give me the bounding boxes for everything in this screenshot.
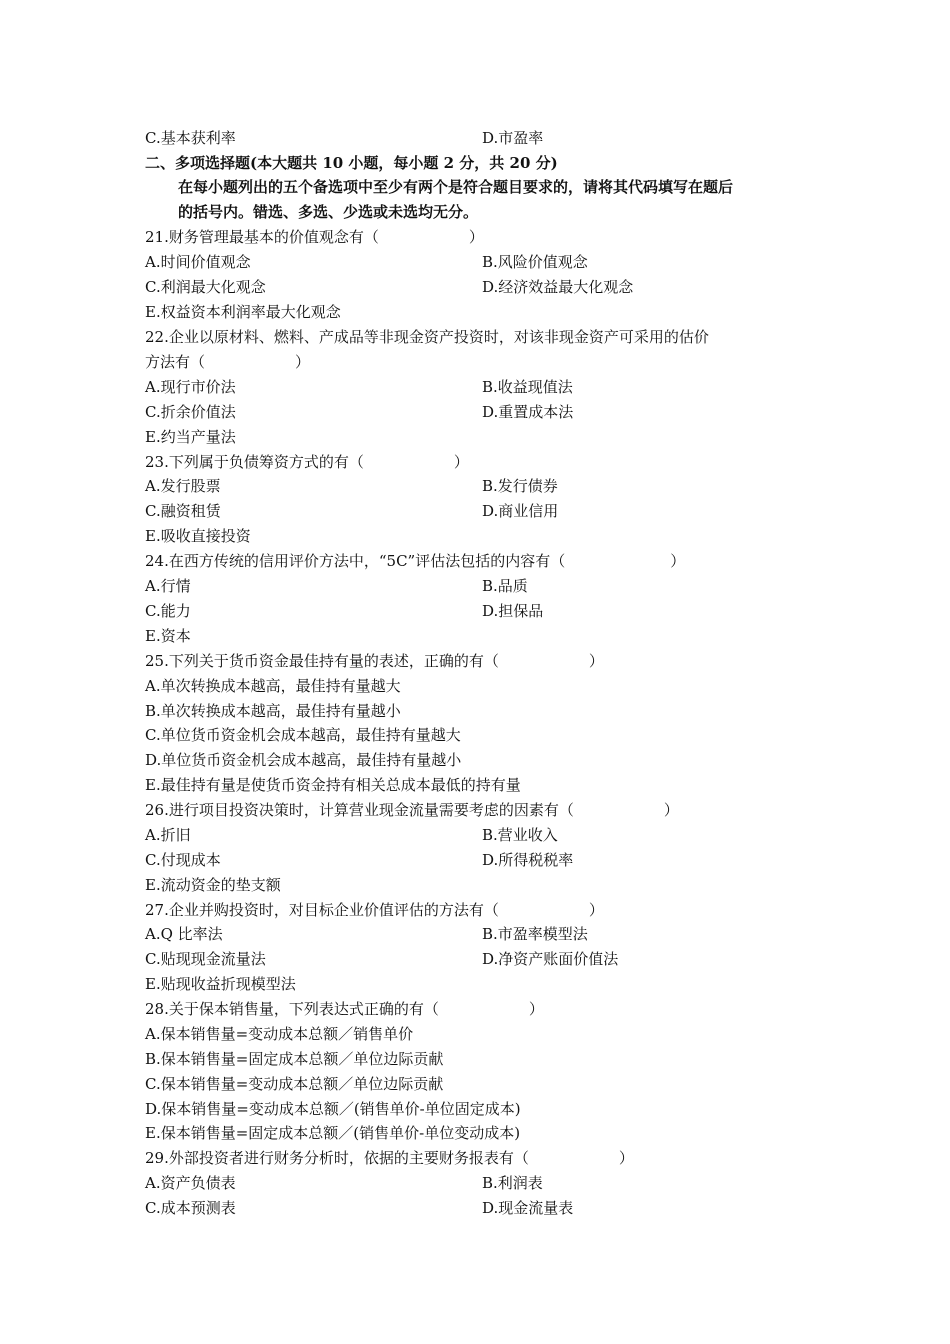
text-line: 28.关于保本销售量，下列表达式正确的有（ ） (145, 1000, 544, 1018)
option-right: D.净资产账面价值法 (482, 950, 619, 968)
text-line: D.单位货币资金机会成本越高，最佳持有量越小 (145, 751, 462, 769)
text-line: 24.在西方传统的信用评价方法中，“5C”评估法包括的内容有（ ） (145, 552, 686, 570)
text-line: A.时间价值观念 (145, 253, 251, 271)
text-line: C.折余价值法 (145, 403, 236, 421)
text-line: A.现行市价法 (145, 378, 236, 396)
text-line: 在每小题列出的五个备选项中至少有两个是符合题目要求的，请将其代码填写在题后 (178, 178, 734, 196)
text-line: E.吸收直接投资 (145, 527, 251, 545)
text-line: B.保本销售量=固定成本总额／单位边际贡献 (145, 1050, 444, 1068)
text-line: 22.企业以原材料、燃料、产成品等非现金资产投资时，对该非现金资产可采用的估价 (145, 328, 709, 346)
text-line: 的括号内。错选、多选、少选或未选均无分。 (178, 203, 479, 221)
text-line: A.行情 (145, 577, 191, 595)
text-line: C.成本预测表 (145, 1199, 236, 1217)
text-line: E.流动资金的垫支额 (145, 876, 281, 894)
text-line: E.最佳持有量是使货币资金持有相关总成本最低的持有量 (145, 776, 521, 794)
text-line: C.基本获利率 (145, 129, 236, 147)
text-line: C.能力 (145, 602, 191, 620)
text-line: B.单次转换成本越高，最佳持有量越小 (145, 702, 401, 720)
text-line: C.保本销售量=变动成本总额／单位边际贡献 (145, 1075, 444, 1093)
option-right: D.商业信用 (482, 502, 559, 520)
text-line: 23.下列属于负债筹资方式的有（ ） (145, 453, 469, 471)
text-line: D.保本销售量=变动成本总额／(销售单价-单位固定成本) (145, 1100, 521, 1118)
text-line: A.折旧 (145, 826, 191, 844)
text-line: E.约当产量法 (145, 428, 236, 446)
option-right: B.收益现值法 (482, 378, 573, 396)
text-line: C.付现成本 (145, 851, 221, 869)
option-right: B.营业收入 (482, 826, 558, 844)
text-line: A.保本销售量=变动成本总额／销售单价 (145, 1025, 414, 1043)
text-line: 29.外部投资者进行财务分析时，依据的主要财务报表有（ ） (145, 1149, 634, 1167)
text-line: C.利润最大化观念 (145, 278, 266, 296)
option-right: B.品质 (482, 577, 528, 595)
text-line: E.资本 (145, 627, 191, 645)
option-right: B.市盈率模型法 (482, 925, 588, 943)
text-line: A.Q 比率法 (145, 925, 223, 943)
option-right: D.经济效益最大化观念 (482, 278, 634, 296)
option-right: D.担保品 (482, 602, 544, 620)
option-right: B.发行债券 (482, 477, 558, 495)
text-line: C.融资租赁 (145, 502, 221, 520)
text-line: A.单次转换成本越高，最佳持有量越大 (145, 677, 401, 695)
option-right: D.现金流量表 (482, 1199, 574, 1217)
text-line: 26.进行项目投资决策时，计算营业现金流量需要考虑的因素有（ ） (145, 801, 679, 819)
text-line: E.贴现收益折现模型法 (145, 975, 296, 993)
option-right: D.所得税税率 (482, 851, 574, 869)
text-line: C.贴现现金流量法 (145, 950, 266, 968)
text-line: 27.企业并购投资时，对目标企业价值评估的方法有（ ） (145, 901, 604, 919)
option-right: B.利润表 (482, 1174, 543, 1192)
option-right: D.重置成本法 (482, 403, 574, 421)
text-line: 21.财务管理最基本的价值观念有（ ） (145, 228, 484, 246)
option-right: B.风险价值观念 (482, 253, 588, 271)
text-line: 25.下列关于货币资金最佳持有量的表述，正确的有（ ） (145, 652, 604, 670)
text-line: E.保本销售量=固定成本总额／(销售单价-单位变动成本) (145, 1124, 521, 1142)
text-line: A.资产负债表 (145, 1174, 236, 1192)
text-line: E.权益资本利润率最大化观念 (145, 303, 341, 321)
option-right: D.市盈率 (482, 129, 544, 147)
text-line: A.发行股票 (145, 477, 221, 495)
text-line: 二、多项选择题(本大题共 10 小题，每小题 2 分，共 20 分) (145, 154, 558, 172)
text-line: 方法有（ ） (145, 353, 311, 371)
text-line: C.单位货币资金机会成本越高，最佳持有量越大 (145, 726, 461, 744)
